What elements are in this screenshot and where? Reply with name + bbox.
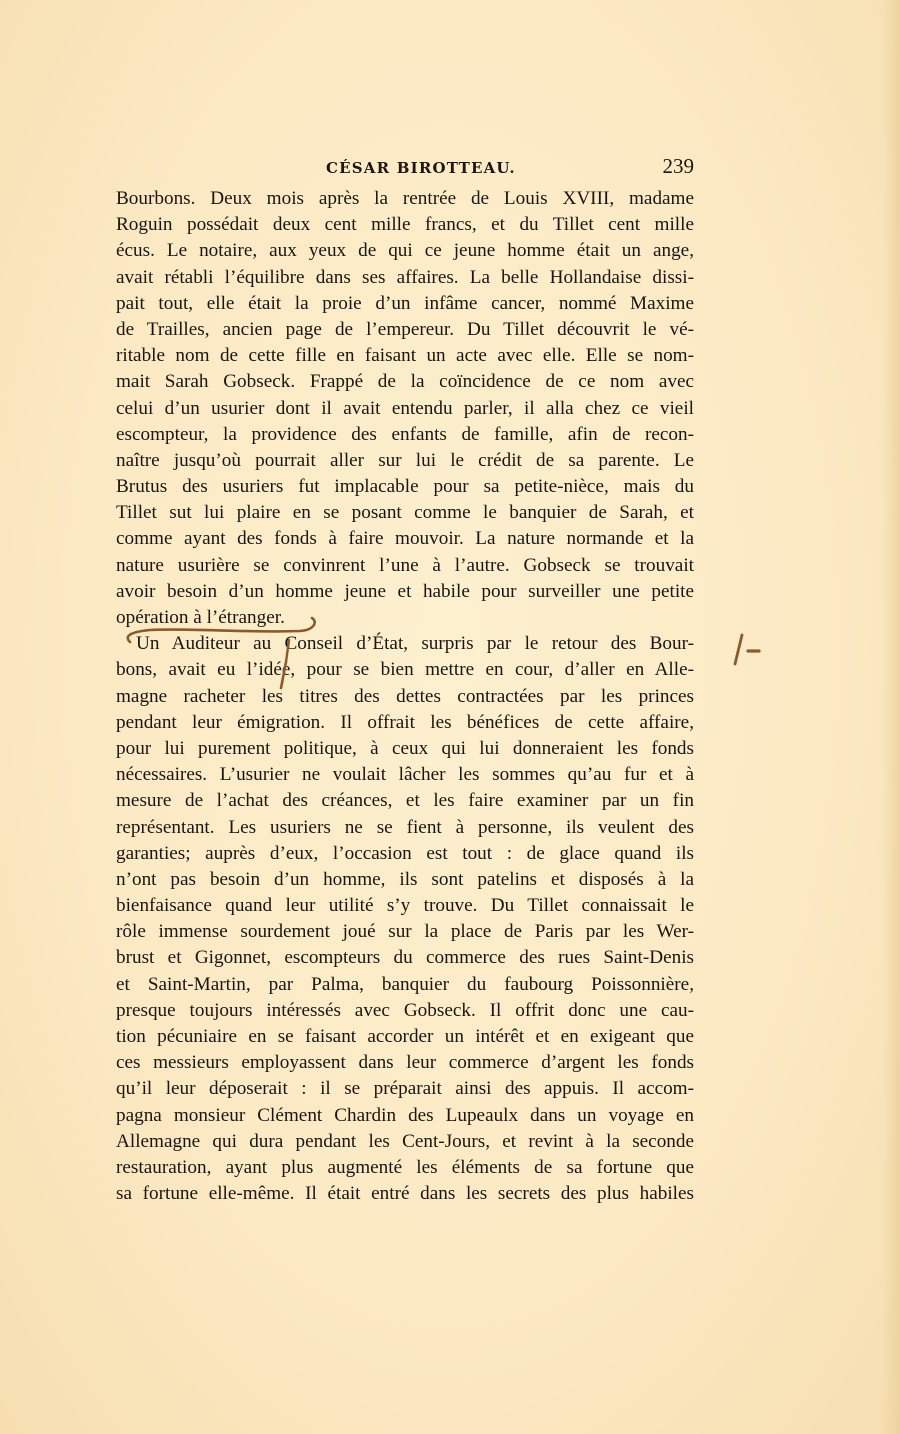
text-line: avait rétabli l’équilibre dans ses affaires. La belle Hollandaise dissi-	[116, 266, 694, 288]
text-line: représentant. Les usuriers ne se fient à personne, ils veulent des	[116, 816, 694, 838]
text-line: opération à l’étranger.	[116, 607, 285, 628]
text-line: Allemagne qui dura pendant les Cent-Jours, et revint à la seconde	[116, 1130, 694, 1152]
text-line: rôle immense sourdement joué sur la place de Paris par les Wer-	[116, 921, 694, 943]
body-text	[116, 186, 694, 1207]
text-line: avoir besoin d’un homme jeune et habile pour surveiller une petite	[116, 580, 694, 602]
text-line: celui d’un usurier dont il avait entendu parler, il alla chez ce vieil	[116, 397, 694, 419]
text-line: de Trailles, ancien page de l’empereur. Du Tillet découvrit le vé-	[116, 318, 694, 340]
text-line: Brutus des usuriers fut implacable pour sa petite-nièce, mais du	[116, 476, 694, 498]
text-line: mesure de l’achat des créances, et les faire examiner par un fin	[116, 790, 694, 812]
text-line: naître jusqu’où pourrait aller sur lui le crédit de sa parente. Le	[116, 449, 694, 471]
text-line: brust et Gigonnet, escompteurs du commerce des rues Saint-Denis	[116, 947, 694, 969]
text-line: sa fortune elle-même. Il était entré dans les secrets des plus habiles	[116, 1183, 694, 1205]
text-line: comme ayant des fonds à faire mouvoir. La nature normande et la	[116, 528, 694, 550]
running-title: CÉSAR BIROTTEAU.	[326, 159, 516, 177]
text-line: Un Auditeur au Conseil d’État, surpris par le retour des Bour-	[136, 633, 694, 655]
text-line: et Saint-Martin, par Palma, banquier du faubourg Poissonnière,	[116, 973, 694, 995]
text-line: restauration, ayant plus augmenté les éléments de sa fortune que	[116, 1156, 694, 1178]
text-line: pait tout, elle était la proie d’un infâme cancer, nommé Maxime	[116, 292, 694, 314]
text-line: nature usurière se convinrent l’une à l’autre. Gobseck se trouvait	[116, 554, 694, 576]
text-line: mait Sarah Gobseck. Frappé de la coïncidence de ce nom avec	[116, 371, 694, 393]
text-line: qu’il leur déposerait : il se préparait ainsi des appuis. Il accom-	[116, 1078, 694, 1100]
text-line: bienfaisance quand leur utilité s’y trouve. Du Tillet connaissait le	[116, 895, 694, 917]
text-line: escompteur, la providence des enfants de famille, afin de recon-	[116, 423, 694, 445]
text-line: nécessaires. L’usurier ne voulait lâcher les sommes qu’au fur et à	[116, 764, 694, 786]
text-line: Bourbons. Deux mois après la rentrée de Louis XVIII, madame	[116, 188, 694, 209]
text-line: magne racheter les titres des dettes contractées par les princes	[116, 685, 694, 707]
paragraph-2	[116, 631, 694, 1207]
text-line: bons, avait eu l’idée, pour se bien mettre en cour, d’aller en Alle-	[116, 659, 694, 681]
text-line: ritable nom de cette fille en faisant un acte avec elle. Elle se nom-	[116, 345, 694, 367]
page-edge-shadow	[882, 0, 900, 1434]
text-line: Roguin possédait deux cent mille francs, et du Tillet cent mille	[116, 214, 694, 236]
text-line: pagna monsieur Clément Chardin des Lupeaulx dans un voyage en	[116, 1104, 694, 1126]
running-head	[116, 154, 694, 182]
margin-mark-icon	[726, 630, 796, 670]
text-line: pour lui purement politique, à ceux qui lui donneraient les fonds	[116, 737, 694, 759]
text-line: écus. Le notaire, aux yeux de qui ce jeune homme était un ange,	[116, 240, 694, 262]
text-line: presque toujours intéressés avec Gobseck. Il offrit donc une cau-	[116, 999, 694, 1021]
text-line: tion pécuniaire en se faisant accorder un intérêt et en exigeant que	[116, 1026, 694, 1047]
text-line: garanties; auprès d’eux, l’occasion est tout : de glace quand ils	[116, 842, 694, 864]
text-line: Tillet sut lui plaire en se posant comme le banquier de Sarah, et	[116, 502, 694, 524]
text-line: pendant leur émigration. Il offrait les bénéfices de cette affaire,	[116, 711, 694, 733]
page-number: 239	[662, 154, 694, 178]
text-line: n’ont pas besoin d’un homme, ils sont patelins et disposés à la	[116, 868, 694, 890]
paragraph-1	[116, 186, 694, 631]
text-line: ces messieurs employassent dans leur commerce d’argent les fonds	[116, 1052, 694, 1074]
